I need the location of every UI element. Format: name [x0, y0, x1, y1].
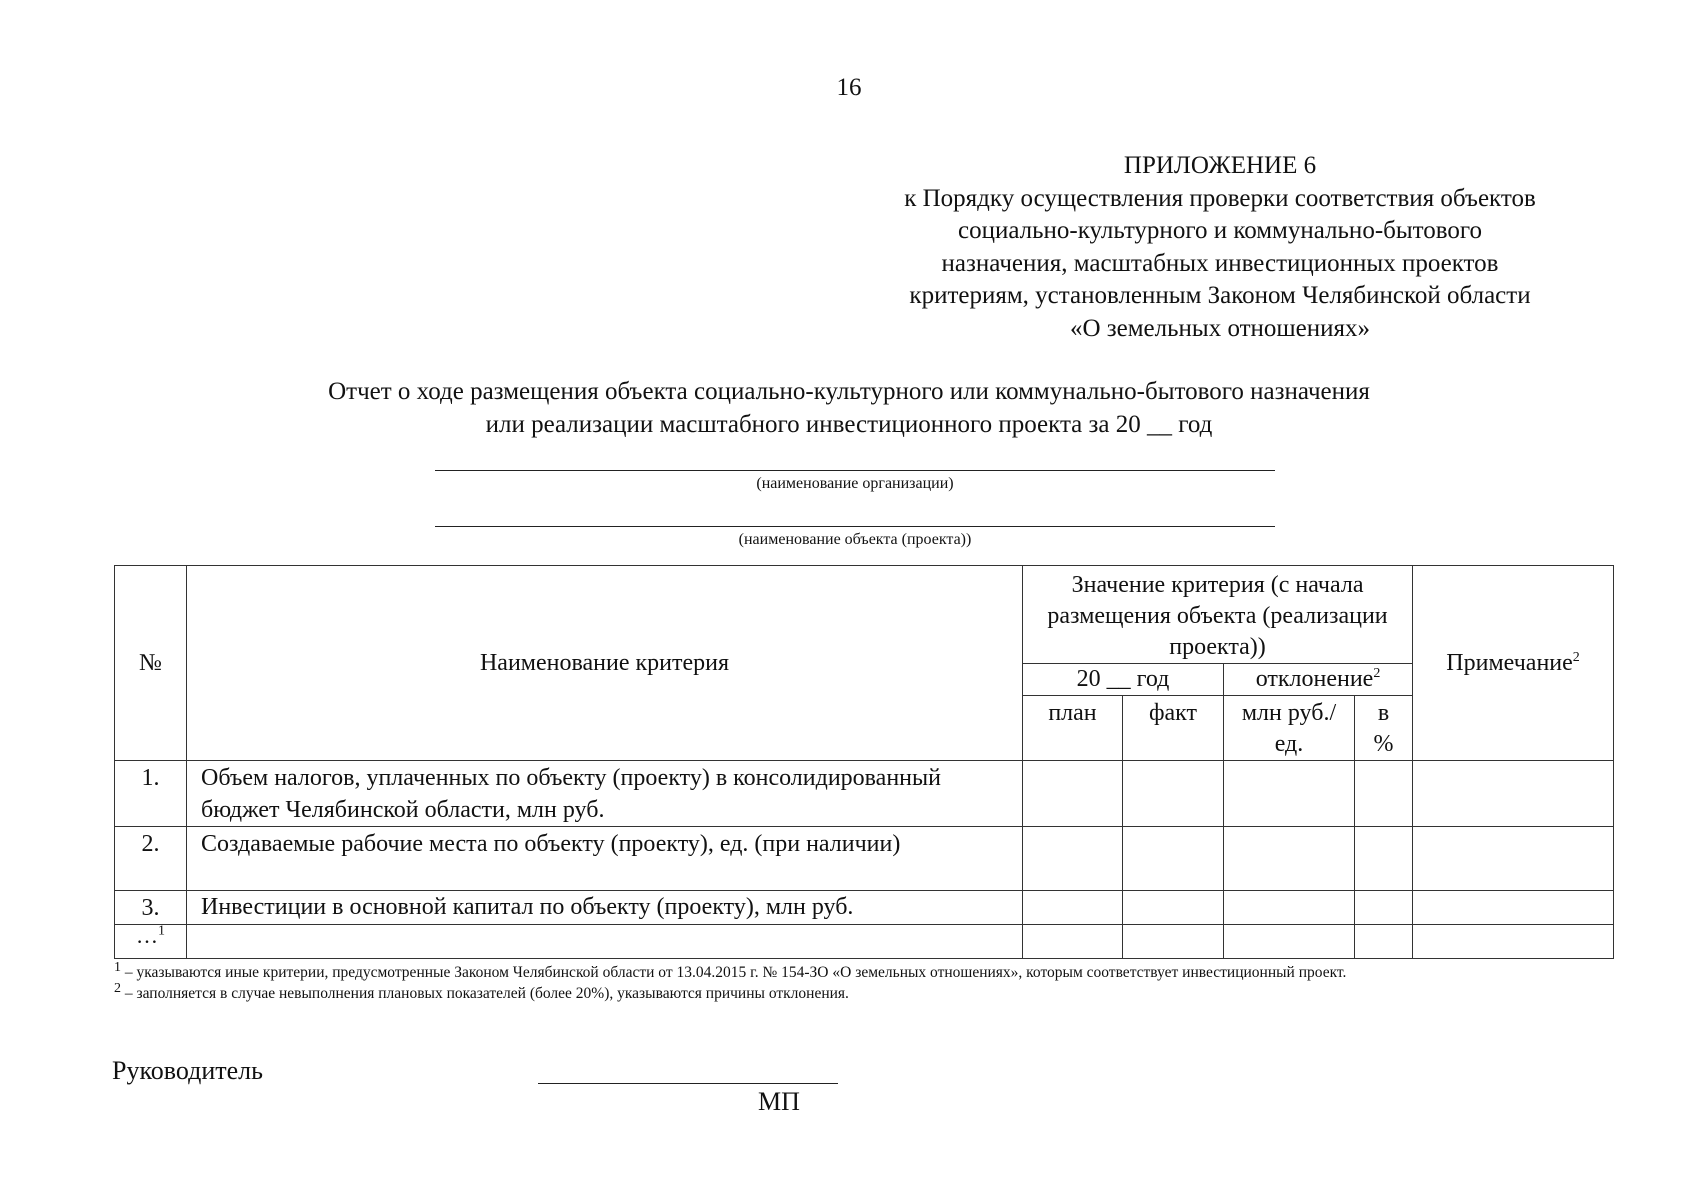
header-note: Примечание$^2$: [1413, 566, 1614, 761]
deviation-percent-cell: [1355, 827, 1413, 891]
plan-cell: [1023, 827, 1123, 891]
criterion-name: Объем налогов, уплаченных по объекту (проекту) в консолидированный бюджет Челябинской области, млн руб.: [187, 761, 1023, 827]
criterion-name: [187, 925, 1023, 959]
appendix-title: ПРИЛОЖЕНИЕ 6: [1123, 152, 1317, 179]
object-name-line: [435, 526, 1275, 527]
header-deviation: отклонение$^2$: [1224, 664, 1413, 696]
header-number: №: [115, 566, 187, 761]
organization-name-line: [435, 470, 1275, 471]
row-number: 3.: [115, 891, 187, 925]
fact-cell: [1123, 827, 1224, 891]
appendix-line: социально-культурного и коммунально-бытового: [957, 217, 1483, 244]
report-title-line-1: Отчет о ходе размещения объекта социально-культурного или коммунально-бытового назначения: [328, 378, 1370, 405]
fact-cell: [1123, 925, 1224, 959]
report-title: [0, 375, 1698, 441]
organization-caption: (наименование организации): [756, 475, 954, 492]
note-cell: [1413, 891, 1614, 925]
table-row: [115, 761, 1614, 827]
deviation-mln-cell: [1224, 761, 1355, 827]
note-cell: [1413, 925, 1614, 959]
row-number: 2.: [115, 827, 187, 891]
footnotes: [114, 959, 1594, 1004]
appendix-heading: [820, 150, 1620, 345]
row-number-ellipsis: …$^1$: [115, 925, 187, 959]
stamp-label: МП: [758, 1087, 800, 1116]
deviation-percent-cell: [1355, 891, 1413, 925]
fact-cell: [1123, 891, 1224, 925]
appendix-line: «О земельных отношениях»: [1069, 314, 1371, 342]
criteria-table: [114, 565, 1614, 959]
appendix-line: критериям, установленным Законом Челябинской области: [909, 282, 1531, 309]
deviation-percent-cell: [1355, 925, 1413, 959]
note-cell: [1413, 827, 1614, 891]
deviation-mln-cell: [1224, 891, 1355, 925]
deviation-percent-cell: [1355, 761, 1413, 827]
deviation-mln-cell: [1224, 827, 1355, 891]
page-number: 16: [836, 74, 862, 101]
signature-line: [538, 1083, 838, 1084]
header-plan: план: [1023, 696, 1123, 761]
criterion-name: Создаваемые рабочие места по объекту (проекту), ед. (при наличии): [187, 827, 1023, 891]
plan-cell: [1023, 925, 1123, 959]
header-fact: факт: [1123, 696, 1224, 761]
report-title-line-2: или реализации масштабного инвестиционного проекта за 20 __ год: [485, 411, 1213, 438]
table-row: [115, 891, 1614, 925]
row-number: 1.: [115, 761, 187, 827]
object-caption: (наименование объекта (проекта)): [738, 531, 972, 548]
table-row: [115, 827, 1614, 891]
deviation-mln-cell: [1224, 925, 1355, 959]
header-criterion: Наименование критерия: [187, 566, 1023, 761]
header-percent: в %: [1355, 696, 1413, 761]
note-cell: [1413, 761, 1614, 827]
footnote-2: $^2$ – заполняется в случае невыполнения плановых показателей (более 20%), указываются причины отклонения.: [114, 980, 849, 1002]
fact-cell: [1123, 761, 1224, 827]
appendix-line: к Порядку осуществления проверки соответствия объектов: [904, 184, 1536, 212]
plan-cell: [1023, 761, 1123, 827]
header-year: 20 __ год: [1023, 664, 1224, 696]
head-signature-label: Руководитель: [112, 1056, 263, 1085]
plan-cell: [1023, 891, 1123, 925]
header-criterion-value: Значение критерия (с начала размещения объекта (реализации проекта)): [1023, 566, 1413, 664]
header-mln-rub-unit: млн руб./ед.: [1224, 696, 1355, 761]
footnote-1: $^1$ – указываются иные критерии, предусмотренные Законом Челябинской области от 13.04.2015 г. № 154-ЗО «О земельных отношениях», которым соответствует инвестиционный проект.: [114, 959, 1347, 981]
table-row: [115, 925, 1614, 959]
appendix-line: назначения, масштабных инвестиционных проектов: [941, 249, 1499, 277]
criterion-name: Инвестиции в основной капитал по объекту (проекту), млн руб.: [187, 891, 1023, 925]
